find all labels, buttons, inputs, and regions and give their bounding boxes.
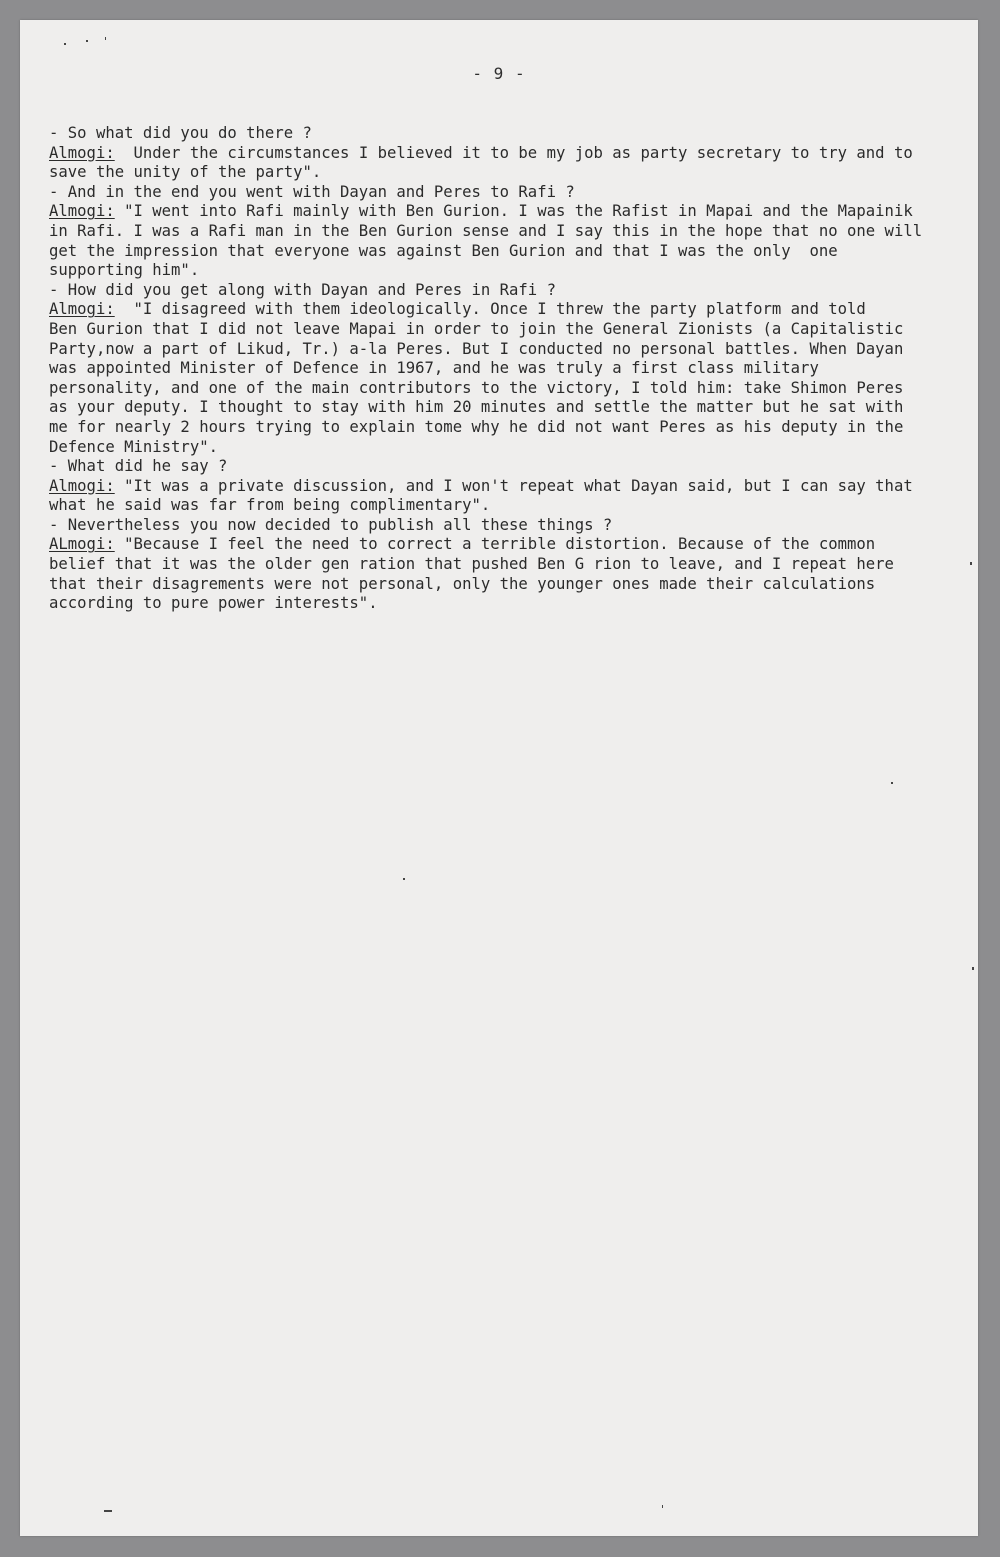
- transcript-line: [49, 183, 969, 203]
- line-text: - And in the end you went with Dayan and Peres to Rafi ?: [49, 182, 575, 201]
- line-text: - Nevertheless you now decided to publish all these things ?: [49, 515, 613, 534]
- line-text: as your deputy. I thought to stay with him 20 minutes and settle the matter but he sat with: [49, 398, 904, 417]
- line-text: "I disagreed with them ideologically. Once I threw the party platform and told: [114, 300, 866, 319]
- transcript-line: [49, 163, 969, 183]
- speaker-label: Almogi:: [49, 202, 115, 221]
- speaker-label: Almogi:: [49, 300, 115, 319]
- scan-speck: [64, 43, 66, 45]
- document-page: [20, 20, 978, 1536]
- line-text: - So what did you do there ?: [49, 124, 312, 142]
- scan-speck: [104, 1510, 112, 1512]
- line-text: - What did he say ?: [49, 457, 228, 476]
- transcript-line: [49, 438, 969, 458]
- line-text: me for nearly 2 hours trying to explain tome why he did not want Peres as his deputy in the: [49, 417, 904, 436]
- scan-speck: [662, 1505, 663, 1508]
- transcript-line: [49, 300, 969, 320]
- scan-speck: [105, 37, 106, 40]
- scan-speck: [972, 967, 974, 970]
- line-text: "It was a private discussion, and I won't repeat what Dayan said, but I can say that: [114, 476, 913, 495]
- transcript-line: [49, 222, 969, 242]
- line-text: was appointed Minister of Defence in 1967, and he was truly a first class military: [49, 359, 819, 378]
- line-text: what he said was far from being complimentary".: [49, 496, 491, 515]
- transcript-line: [49, 281, 969, 301]
- line-text: personality, and one of the main contributors to the victory, I told him: take Shimon Peres: [49, 378, 904, 397]
- transcript-line: [49, 418, 969, 438]
- transcript-line: [49, 242, 969, 262]
- transcript-line: [49, 594, 969, 614]
- scan-speck: [891, 782, 893, 784]
- scan-speck: [970, 562, 972, 565]
- line-text: Defence Ministry".: [49, 437, 218, 456]
- line-text: "I went into Rafi mainly with Ben Gurion. I was the Rafist in Mapai and the Mapainik: [114, 202, 913, 221]
- transcript-line: [49, 398, 969, 418]
- line-text: belief that it was the older gen ration that pushed Ben G rion to leave, and I repeat here: [49, 555, 894, 574]
- line-text: "Because I feel the need to correct a terrible distortion. Because of the common: [114, 535, 876, 554]
- transcript-line: [49, 144, 969, 164]
- transcript-line: [49, 379, 969, 399]
- line-text: Party,now a part of Likud, Tr.) a-la Peres. But I conducted no personal battles. When Dayan: [49, 339, 904, 358]
- line-text: save the unity of the party".: [49, 163, 322, 182]
- transcript-line: [49, 477, 969, 497]
- line-text: get the impression that everyone was against Ben Gurion and that I was the only one: [49, 241, 838, 260]
- transcript-line: [49, 124, 969, 144]
- line-text: according to pure power interests".: [49, 594, 378, 613]
- transcript-line: [49, 359, 969, 379]
- transcript-line: [49, 340, 969, 360]
- transcript-line: [49, 575, 969, 595]
- line-text: in Rafi. I was a Rafi man in the Ben Gurion sense and I say this in the hope that no one will: [49, 221, 923, 240]
- line-text: Under the circumstances I believed it to be my job as party secretary to try and to: [114, 143, 913, 162]
- speaker-label: ALmogi:: [49, 535, 115, 554]
- speaker-label: Almogi:: [49, 143, 115, 162]
- transcript-line: [49, 496, 969, 516]
- transcript-line: [49, 457, 969, 477]
- transcript-body: [49, 124, 969, 614]
- line-text: Ben Gurion that I did not leave Mapai in order to join the General Zionists (a Capitalistic: [49, 319, 904, 338]
- transcript-line: [49, 202, 969, 222]
- speaker-label: Almogi:: [49, 476, 115, 495]
- scan-speck: [86, 40, 88, 42]
- line-text: - How did you get along with Dayan and Peres in Rafi ?: [49, 280, 556, 299]
- transcript-line: [49, 555, 969, 575]
- line-text: supporting him".: [49, 261, 200, 280]
- transcript-line: [49, 261, 969, 281]
- transcript-line: [49, 320, 969, 340]
- scan-speck: [403, 878, 405, 880]
- transcript-line: [49, 535, 969, 555]
- line-text: that their disagrements were not personal, only the younger ones made their calculations: [49, 574, 876, 593]
- transcript-line: [49, 516, 969, 536]
- page-number: - 9 -: [472, 64, 526, 83]
